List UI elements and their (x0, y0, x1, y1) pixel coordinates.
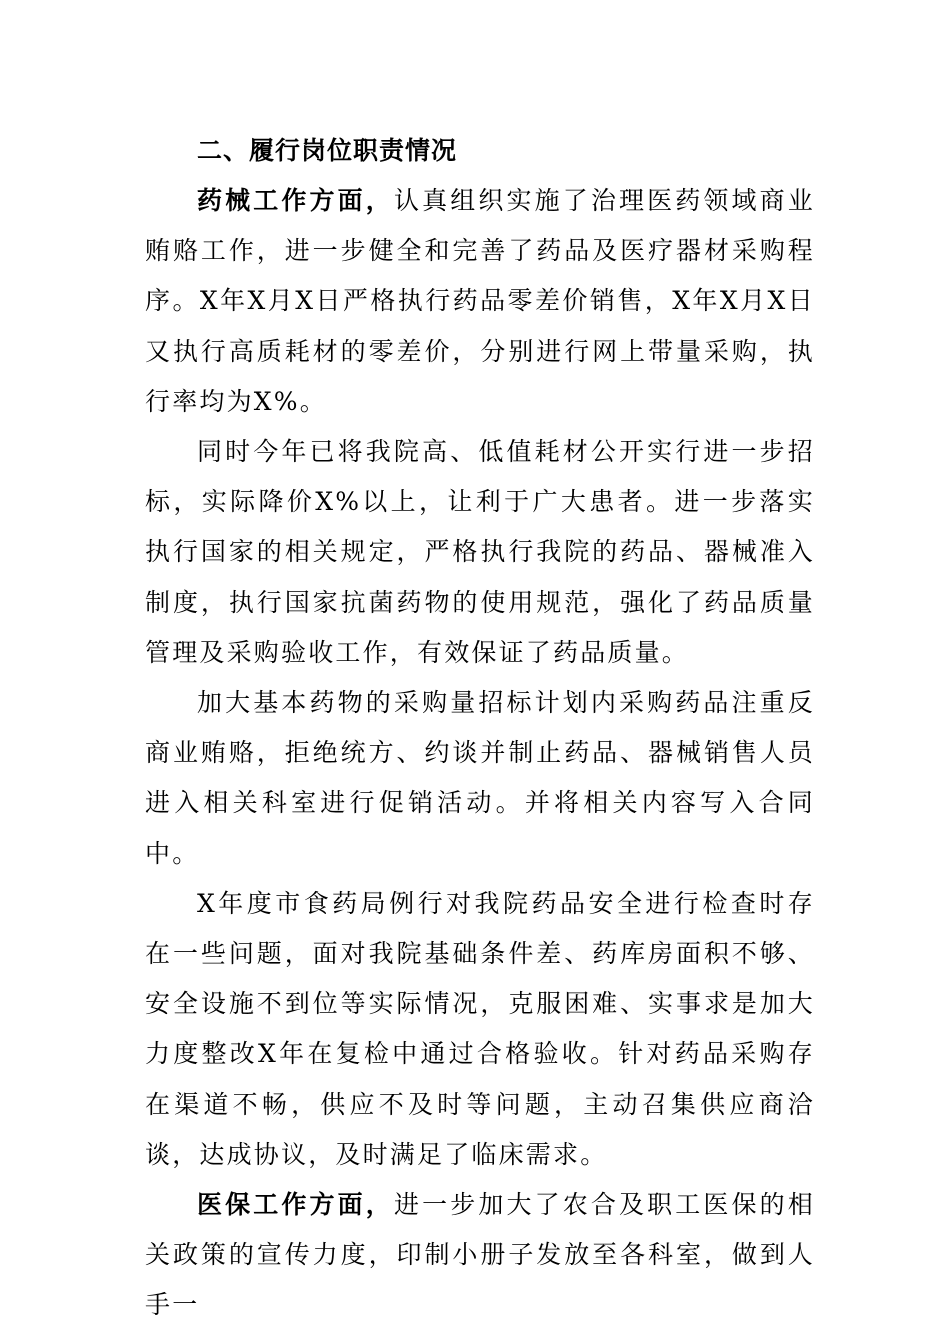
document-page (145, 125, 815, 1331)
paragraph-text: 加大基本药物的采购量招标计划内采购药品注重反商业贿赂，拒绝统方、约谈并制止药品、器械销售人员进入相关科室进行促销活动。并将相关内容写入合同中。 (145, 688, 815, 868)
section-heading: 二、履行岗位职责情况 (197, 136, 458, 165)
paragraph-text: 进一步加大了农合及职工医保的相关政策的宣传力度，印制小册子发放至各科室，做到人手一 (145, 1190, 815, 1320)
paragraph-text: X年度市食药局例行对我院药品安全进行检查时存在一些问题，面对我院基础条件差、药库房面积不够、安全设施不到位等实际情况，克服困难、实事求是加大力度整改X年在复检中通过合格验收。针对药品采购存在渠道不畅，供应不及时等问题，主动召集供应商洽谈，达成协议，及时满足了临床需求。 (145, 888, 815, 1169)
paragraph-medicine-equipment (145, 176, 815, 427)
paragraph-inspection (145, 879, 815, 1180)
paragraph-tendering (145, 427, 815, 678)
paragraph-text: 认真组织实施了治理医药领域商业贿赂工作，进一步健全和完善了药品及医疗器材采购程序。X年X月X日严格执行药品零差价销售，X年X月X日又执行高质耗材的零差价，分别进行网上带量采购，执行率均为X%。 (145, 186, 815, 416)
paragraph-lead: 医保工作方面， (197, 1190, 394, 1220)
paragraph-medical-insurance (145, 1180, 815, 1331)
paragraph-text: 同时今年已将我院高、低值耗材公开实行进一步招标，实际降价X%以上，让利于广大患者。进一步落实执行国家的相关规定，严格执行我院的药品、器械准入制度，执行国家抗菌药物的使用规范，强化了药品质量管理及采购验收工作，有效保证了药品质量。 (145, 437, 815, 667)
paragraph-lead: 药械工作方面， (197, 186, 394, 215)
paragraph-anti-bribery (145, 678, 815, 879)
